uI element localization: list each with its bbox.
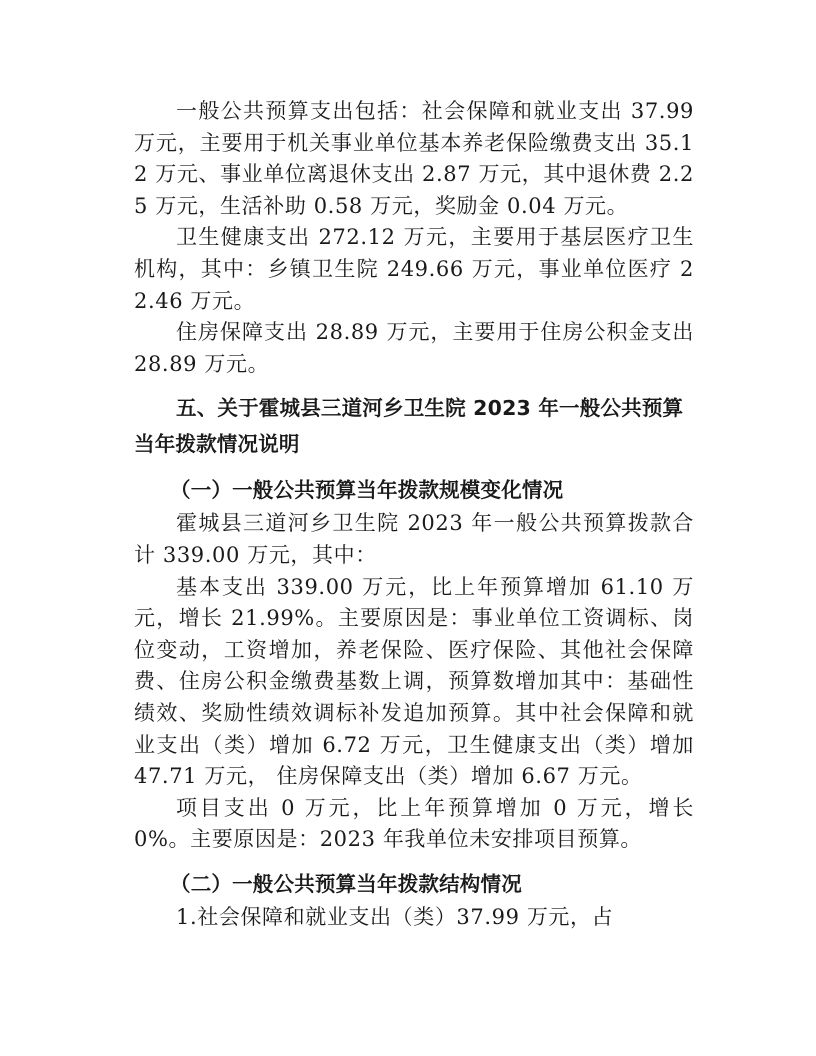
- paragraph-structure-1: 1.社会保障和就业支出（类）37.99 万元，占: [176, 904, 614, 929]
- paragraph-health: 卫生健康支出 272.12 万元，主要用于基层医疗卫生机构，其中：乡镇卫生院 249.66 万元，事业单位医疗 22.46 万元。: [134, 225, 694, 313]
- paragraph-total-appropriation: 霍城县三道河乡卫生院 2023 年一般公共预算拨款合计 339.00 万元，其中：: [134, 511, 694, 567]
- section-heading: 五、关于霍城县三道河乡卫生院 2023 年一般公共预算当年拨款情况说明: [134, 396, 684, 457]
- paragraph-project-expenditure: 项目支出 0 万元，比上年预算增加 0 万元，增长 0%。主要原因是：2023 年我单位未安排项目预算。: [134, 795, 694, 852]
- paragraph-basic-expenditure: 基本支出 339.00 万元，比上年预算增加 61.10 万元，增长 21.99%。主要原因是：事业单位工资调标、岗位变动，工资增加，养老保险、医疗保险、其他社会保障费、住房公积金缴费基数上调，预算数增加其中：基础性绩效、奖励性绩效调标补发追加预算。其中社会保障和就业支出（类）增加 6.72 万元，卫生健康支出（类）增加 47.71 万元， 住房保障支出（类）增加 6.67 万元。: [134, 574, 694, 789]
- paragraph-social-security: 一般公共预算支出包括：社会保障和就业支出 37.99 万元，主要用于机关事业单位基本养老保险缴费支出 35.12 万元、事业单位离退休支出 2.87 万元，其中退休费 2.25 万元，生活补助 0.58 万元，奖励金 0.04 万元。: [134, 99, 694, 218]
- document-body: [134, 96, 694, 933]
- subsection-heading-2: （二）一般公共预算当年拨款结构情况: [170, 871, 522, 896]
- paragraph-housing: 住房保障支出 28.89 万元，主要用于住房公积金支出 28.89 万元。: [134, 320, 694, 376]
- subsection-heading-1: （一）一般公共预算当年拨款规模变化情况: [170, 478, 564, 503]
